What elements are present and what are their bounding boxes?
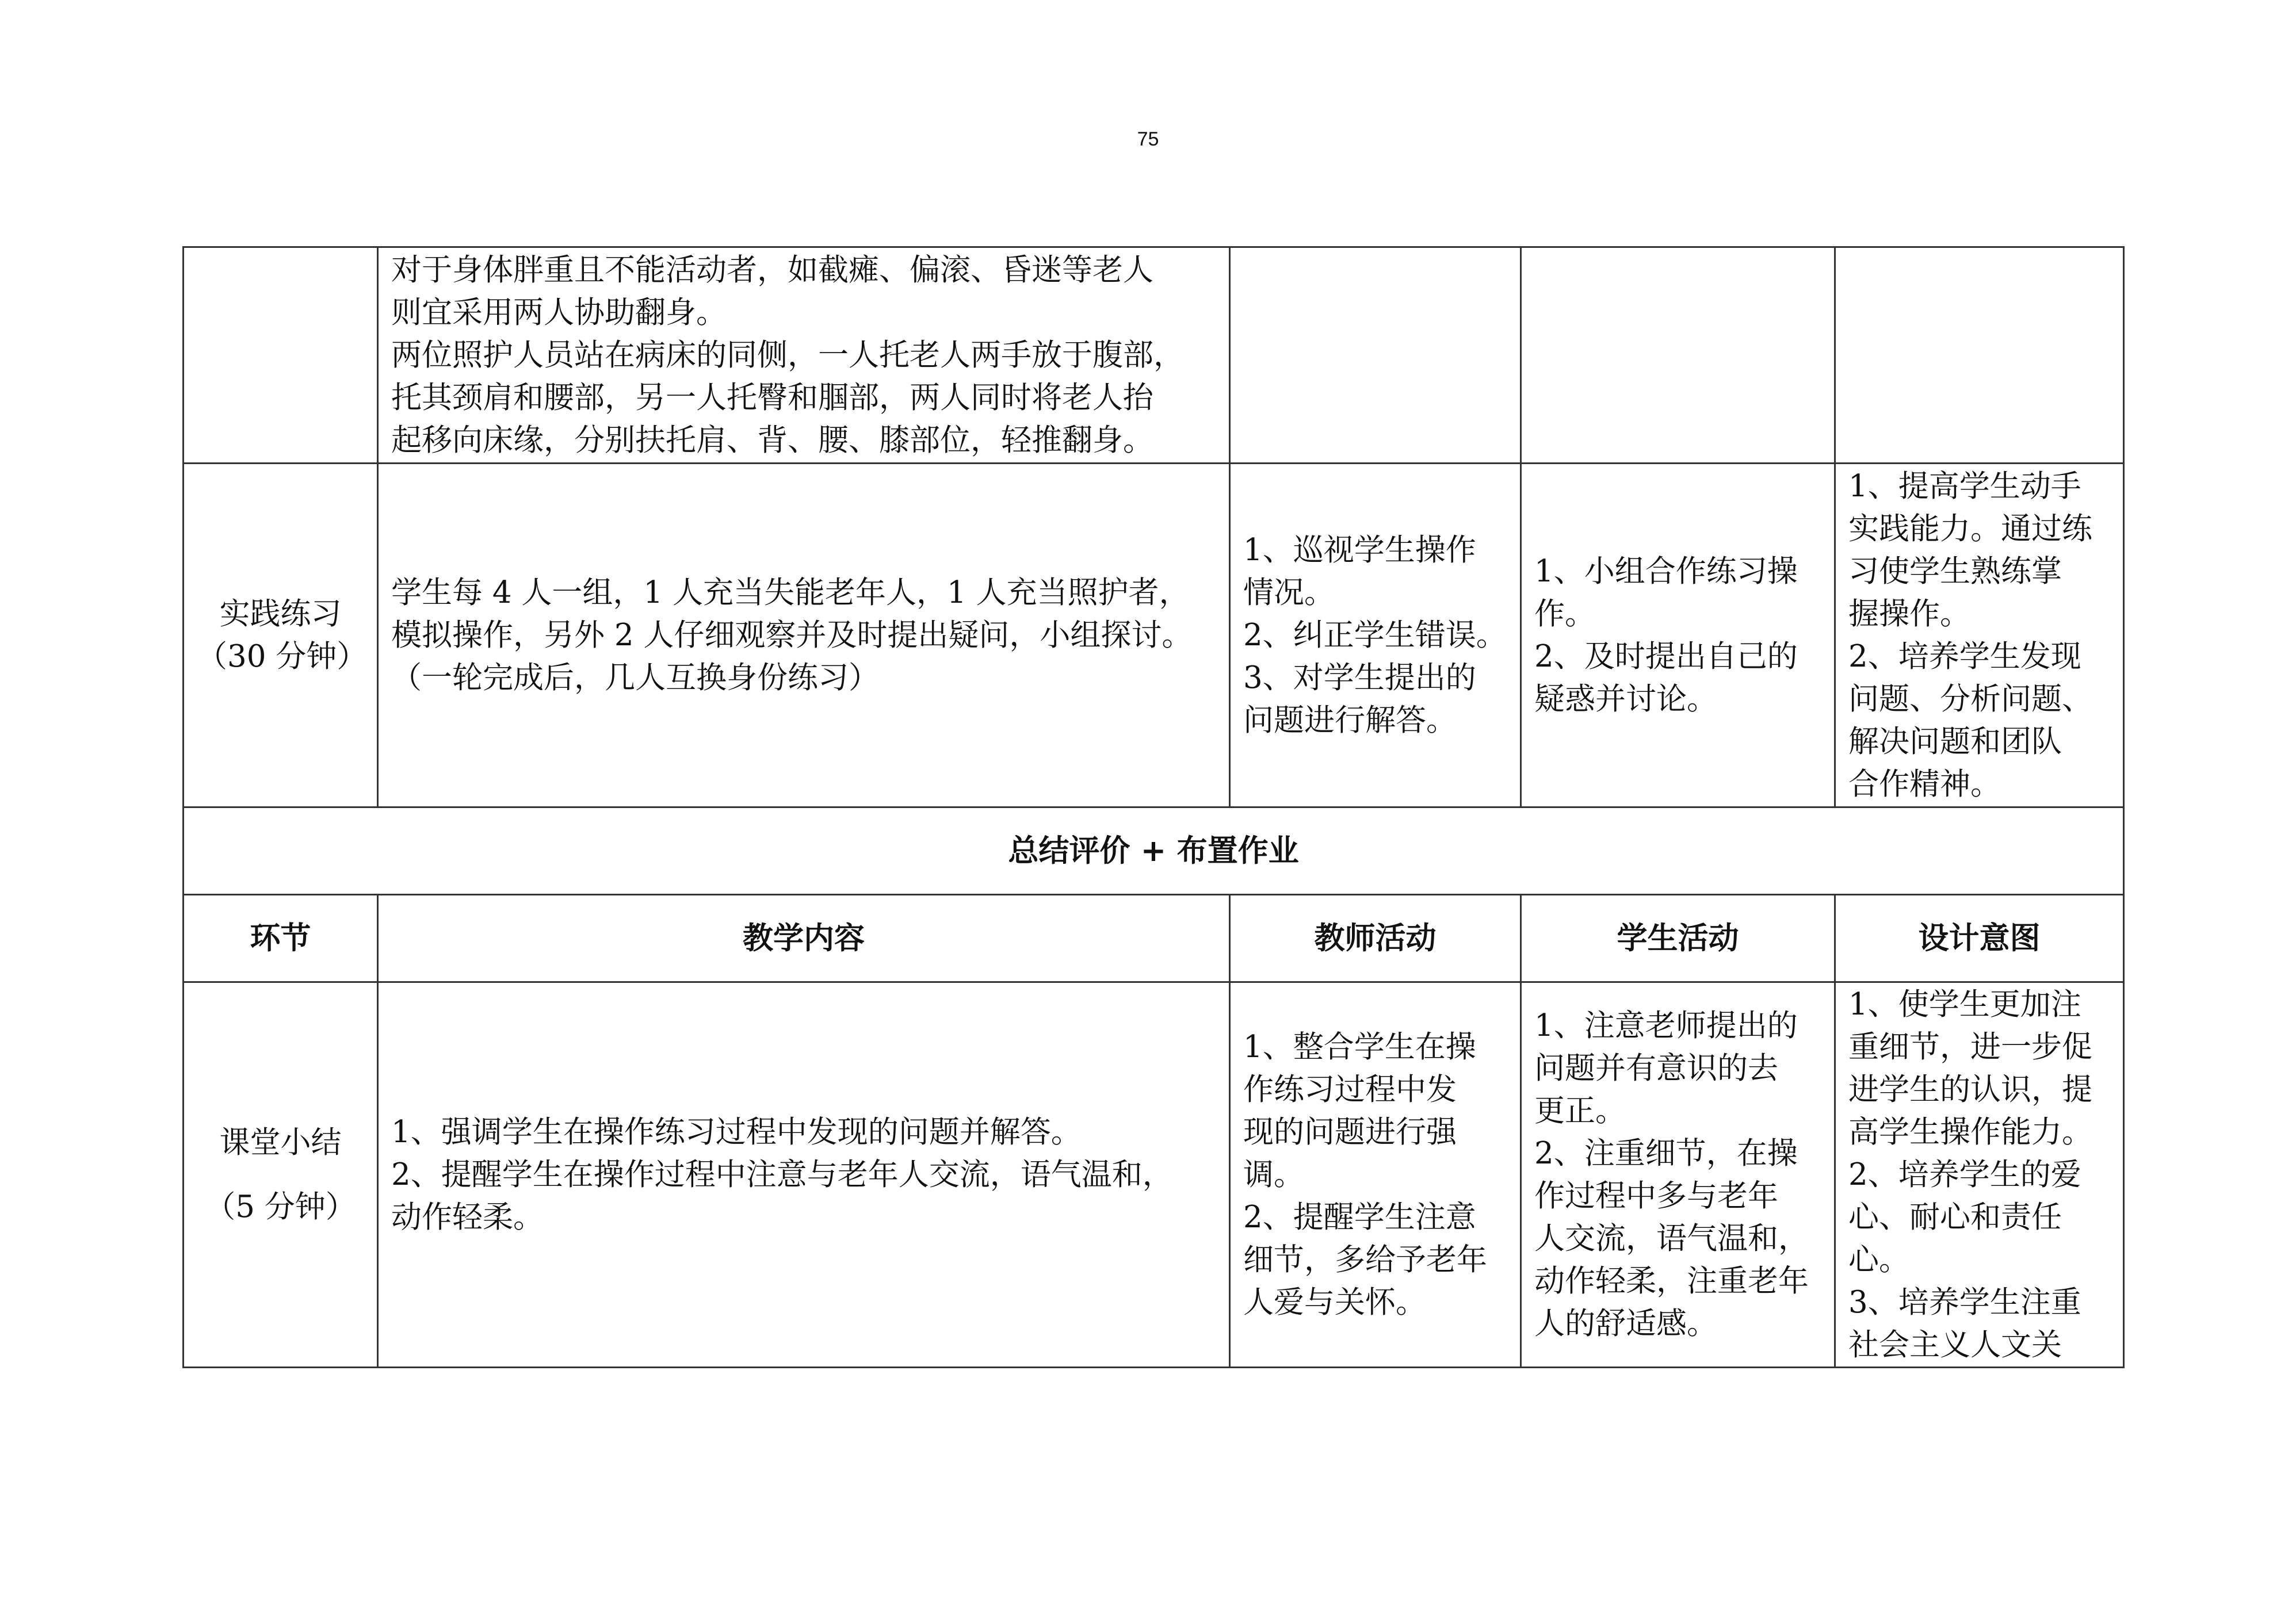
student-line: 疑惑并讨论。 [1534, 681, 1717, 717]
content-line: 托其颈肩和腰部，另一人托臀和腘部，两人同时将老人抬 [391, 380, 1153, 415]
header-stage: 环节 [184, 895, 378, 982]
content-line: 学生每 4 人一组，1 人充当失能老年人，1 人充当照护者， [391, 575, 1190, 610]
intent-line: 习使学生熟练掌 [1848, 553, 2062, 589]
intent-line: 心。 [1848, 1242, 1909, 1277]
student-line: 人的舒适感。 [1534, 1306, 1717, 1341]
content-line: 模拟操作，另外 2 人仔细观察并及时提出疑问，小组探讨。 [391, 617, 1193, 653]
continuation-row [184, 247, 2124, 464]
teacher-line: 调。 [1243, 1157, 1304, 1192]
header-row [184, 895, 2124, 982]
intent-line: 问题、分析问题、 [1848, 681, 2092, 717]
practice-stage-cell [184, 464, 378, 807]
student-line: 2、及时提出自己的 [1534, 638, 1798, 674]
practice-teacher-cell [1230, 464, 1521, 807]
teacher-line: 细节，多给予老年 [1243, 1242, 1487, 1277]
student-line: 人交流，语气温和， [1534, 1220, 1809, 1256]
content-line: 2、提醒学生在操作过程中注意与老年人交流，语气温和， [391, 1157, 1173, 1192]
lesson-plan-table [182, 246, 2125, 1368]
teacher-line: 1、巡视学生操作 [1243, 532, 1476, 568]
intent-line: 解决问题和团队 [1848, 724, 2062, 759]
header-teacher: 教师活动 [1230, 895, 1521, 982]
student-line: 更正。 [1534, 1093, 1626, 1128]
summary-stage-cell [184, 982, 378, 1368]
practice-content-cell [378, 464, 1230, 807]
practice-student-cell [1521, 464, 1835, 807]
intent-line: 1、提高学生动手 [1848, 468, 2081, 504]
content-line: 动作轻柔。 [391, 1199, 544, 1235]
teacher-line: 3、对学生提出的 [1243, 660, 1476, 695]
practice-row [184, 464, 2124, 807]
student-line: 问题并有意识的去 [1534, 1050, 1778, 1086]
section-title-row [184, 807, 2124, 895]
student-line: 作过程中多与老年 [1534, 1178, 1778, 1214]
stage-time: （5 分钟） [205, 1189, 356, 1224]
continuation-teacher-cell [1230, 247, 1521, 464]
continuation-content-cell [378, 247, 1230, 464]
header-student: 学生活动 [1521, 895, 1835, 982]
student-line: 1、注意老师提出的 [1534, 1008, 1798, 1043]
teacher-line: 问题进行解答。 [1243, 702, 1457, 738]
summary-row [184, 982, 2124, 1368]
continuation-student-cell [1521, 247, 1835, 464]
content-line: 对于身体胖重且不能活动者，如截瘫、偏滚、昏迷等老人 [391, 252, 1153, 288]
summary-teacher-cell [1230, 982, 1521, 1368]
content-line: （一轮完成后，几人互换身份练习） [391, 660, 879, 695]
student-line: 动作轻柔，注重老年 [1534, 1263, 1809, 1299]
teacher-line: 现的问题进行强 [1243, 1114, 1457, 1150]
student-line: 作。 [1534, 596, 1595, 631]
header-intent: 设计意图 [1835, 895, 2124, 982]
stage-name: 实践练习 [219, 596, 342, 631]
intent-line: 进学生的认识，提 [1848, 1071, 2092, 1107]
content-line: 两位照护人员站在病床的同侧，一人托老人两手放于腹部， [391, 337, 1184, 373]
teacher-line: 作练习过程中发 [1243, 1071, 1457, 1107]
page-number: 75 [1137, 128, 1159, 150]
content-line: 起移向床缘，分别扶托肩、背、腰、膝部位，轻推翻身。 [391, 422, 1153, 458]
intent-line: 重细节，进一步促 [1848, 1029, 2092, 1065]
content-line: 1、强调学生在操作练习过程中发现的问题并解答。 [391, 1114, 1082, 1150]
intent-line: 握操作。 [1848, 596, 1970, 631]
summary-intent-cell [1835, 982, 2124, 1368]
teacher-line: 情况。 [1243, 575, 1335, 610]
student-line: 1、小组合作练习操 [1534, 553, 1798, 589]
continuation-stage-cell [184, 247, 378, 464]
stage-time: （30 分钟） [197, 638, 368, 674]
summary-content-cell [378, 982, 1230, 1368]
continuation-intent-cell [1835, 247, 2124, 464]
intent-line: 合作精神。 [1848, 766, 2001, 802]
intent-line: 心、耐心和责任 [1848, 1199, 2062, 1235]
teacher-line: 1、整合学生在操 [1243, 1029, 1476, 1065]
intent-line: 1、使学生更加注 [1848, 986, 2081, 1022]
practice-intent-cell [1835, 464, 2124, 807]
content-line: 则宜采用两人协助翻身。 [391, 294, 727, 330]
summary-student-cell [1521, 982, 1835, 1368]
intent-line: 2、培养学生发现 [1848, 638, 2081, 674]
section-title: 总结评价 + 布置作业 [184, 807, 2124, 895]
intent-line: 高学生操作能力。 [1848, 1114, 2092, 1150]
intent-line: 社会主义人文关 [1848, 1327, 2062, 1362]
teacher-line: 人爱与关怀。 [1243, 1284, 1426, 1320]
header-content: 教学内容 [378, 895, 1230, 982]
stage-name: 课堂小结 [219, 1124, 342, 1160]
intent-line: 2、培养学生的爱 [1848, 1157, 2081, 1192]
teacher-line: 2、提醒学生注意 [1243, 1199, 1476, 1235]
intent-line: 3、培养学生注重 [1848, 1284, 2081, 1320]
intent-line: 实践能力。通过练 [1848, 511, 2092, 546]
student-line: 2、注重细节，在操 [1534, 1135, 1798, 1171]
teacher-line: 2、纠正学生错误。 [1243, 617, 1507, 653]
